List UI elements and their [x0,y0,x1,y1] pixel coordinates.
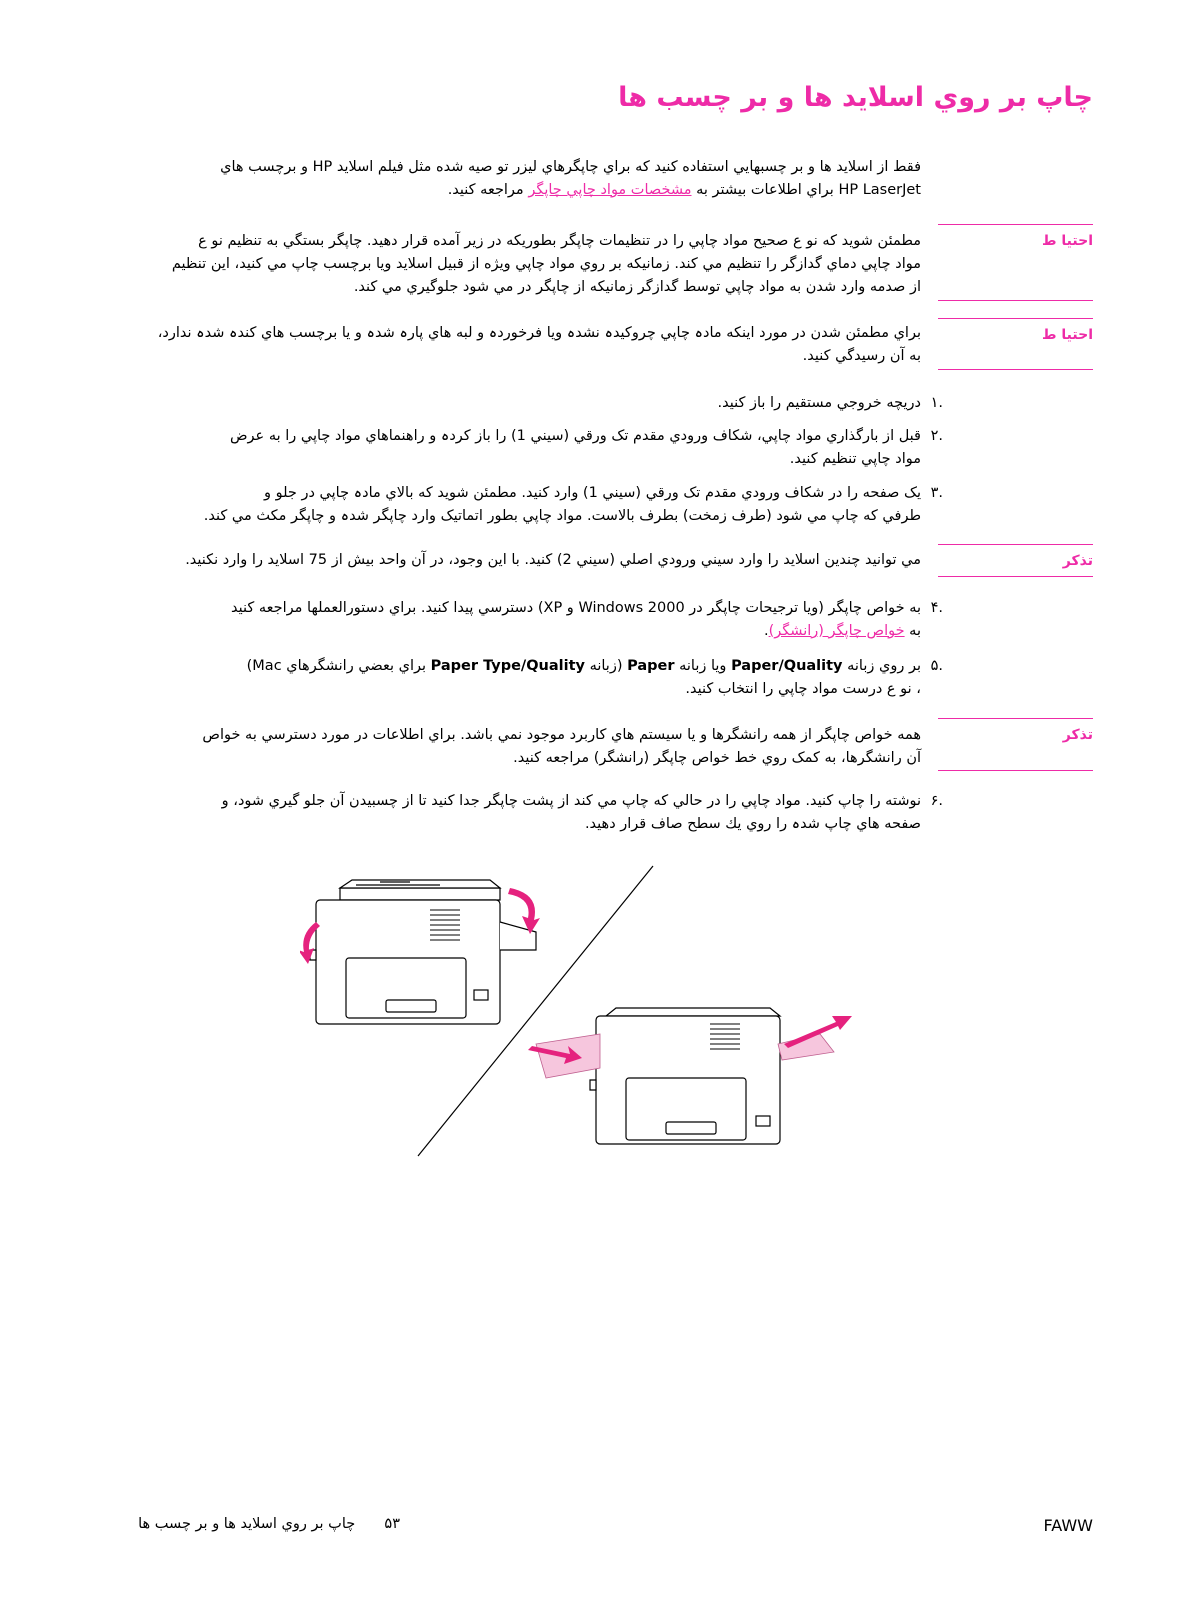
intro-line-1: فقط از اسلايد ها و بر چسبهايي استفاده کنيد که براي چاپگرهاي ليزر تو صيه شده مثل فيلم اسلايد HP و برچسب هاي [220,159,921,175]
step-number: .۲ [930,428,943,444]
note-text-2: همه خواص چاپگر از همه رانشگرها و يا سيستم هاي کاربرد موجود نمي باشد. براي اطلاعات در مورد دسترسي به خواص آن رانشگرها، به کمک روي خط خواص چاپگر (رانشگر) مراجعه کنيد. [202,727,921,766]
note-rule-2 [938,770,1093,771]
step-number: .۶ [930,793,943,809]
printer-rear-view-1 [310,880,536,1024]
step-3: .۳ يک صفحه را در شکاف ورودي مقدم تک ورقي (سيني 1) وارد کنيد. مطمئن شويد که بالاي مادہ چاپي در جلو و طرفي که چاپ مي شود (طرف زمخت) بطرف بالاست. مواد چاپي بطور اتماتيک وارد چاپگر شدہ و چاپگر مکث مي کند. [131,482,921,528]
printer-rear-view-2 [590,1008,780,1144]
step-6: .۶ نوشته را چاپ کنيد. مواد چاپي را در حالي که چاپ مي کند از پشت چاپگر جدا کنيد تا از چسبيدن آن جلو گيري شود، و صفحه هاي چاپ شدہ را روي يك سطح صاف قرار دهيد. [131,790,921,836]
footer-page-number: ۵۳ [384,1516,400,1532]
step-2: .۲ قبل از بارگذاري مواد چاپي، شکاف ورودي مقدم تک ورقي (سيني 1) را باز کردہ و راهنماهاي مواد چاپي را به عرض مواد چاپي تنظيم کنيد. [131,425,921,471]
footer-faww: FAWW [1043,1516,1093,1535]
caution-label-1: احتيا ط [938,224,1093,249]
step-5: .۵ بر روي زبانه Paper/Quality ويا زبانه Paper (زبانه Paper Type/Quality براي بعضي رانشگرهاي Mac) ، نو ع درست مواد چاپي را انتخاب کنيد. [131,655,921,701]
caution-rule-1 [938,300,1093,301]
step-number: .۵ [930,658,943,674]
step-number: .۳ [930,485,943,501]
note-label-2: تذکر [938,718,1093,743]
note-label-1: تذکر [938,544,1093,569]
note-rule-1 [938,576,1093,577]
step-1: .۱ دريچه خروجي مستقيم را باز کنيد. [131,392,921,415]
footer-page-info [0,1516,400,1532]
step-number: .۱ [930,395,943,411]
note-text-1: مي توانيد چندين اسلايد را وارد سيني ورودي اصلي (سيني 2) کنيد. با اين وجود، در آن واحد بيش از 75 اسلايد را وارد نکنيد. [185,552,921,568]
printer-properties-link[interactable]: خواص چاپگر (رانشگر) [768,623,905,639]
intro-paragraph [131,156,921,202]
footer-section-title: چاپ بر روي اسلايد ها و بر چسب ها [138,1516,356,1532]
caution-rule-2 [938,369,1093,370]
printer-illustration [300,860,870,1160]
intro-line-2: HP LaserJet براي اطلاعات بيشتر به مشخصات مواد چاپي چاپگر مراجعه کنيد. [447,182,921,198]
media-spec-link[interactable]: مشخصات مواد چاپي چاپگر [528,182,692,198]
step-4: .۴ به خواص چاپگر (ويا ترجيحات چاپگر در Windows 2000 و XP) دسترسي پيدا کنيد. براي دستورالعملها مراجعه کنيد به خواص چاپگر (رانشگر). [131,597,921,643]
caution-text-1: مطمئن شويد که نو ع صحيح مواد چاپي را در تنظيمات چاپگر بطوريکه در زير آمده قرار دهيد. چاپگر بستگي به تنظيم نو ع مواد چاپي دماي گدازگر را تنظيم مي کند. زمانيکه بر روي مواد چاپي ويژه از قبيل اسلايد ويا برچسب چاپ مي کنيد، اين تنظيم از صدمه وارد شدن به مواد چاپي توسط گدازگر زمانيکه از چاپگر در مي شود جلوگيري مي کند. [171,233,921,295]
page-title: چاپ بر روي اسلايد ها و بر چسب ها [618,82,1093,113]
caution-text-2: براي مطمئن شدن در مورد اينکه مادہ چاپي چروکيدہ نشدہ ويا فرخوردہ و لبه هاي پارہ شدہ و يا برچسب هاي کندہ شدہ ندارد، به آن رسيدگي کنيد. [157,325,921,364]
caution-label-2: احتيا ط [938,318,1093,343]
step-number: .۴ [930,600,943,616]
